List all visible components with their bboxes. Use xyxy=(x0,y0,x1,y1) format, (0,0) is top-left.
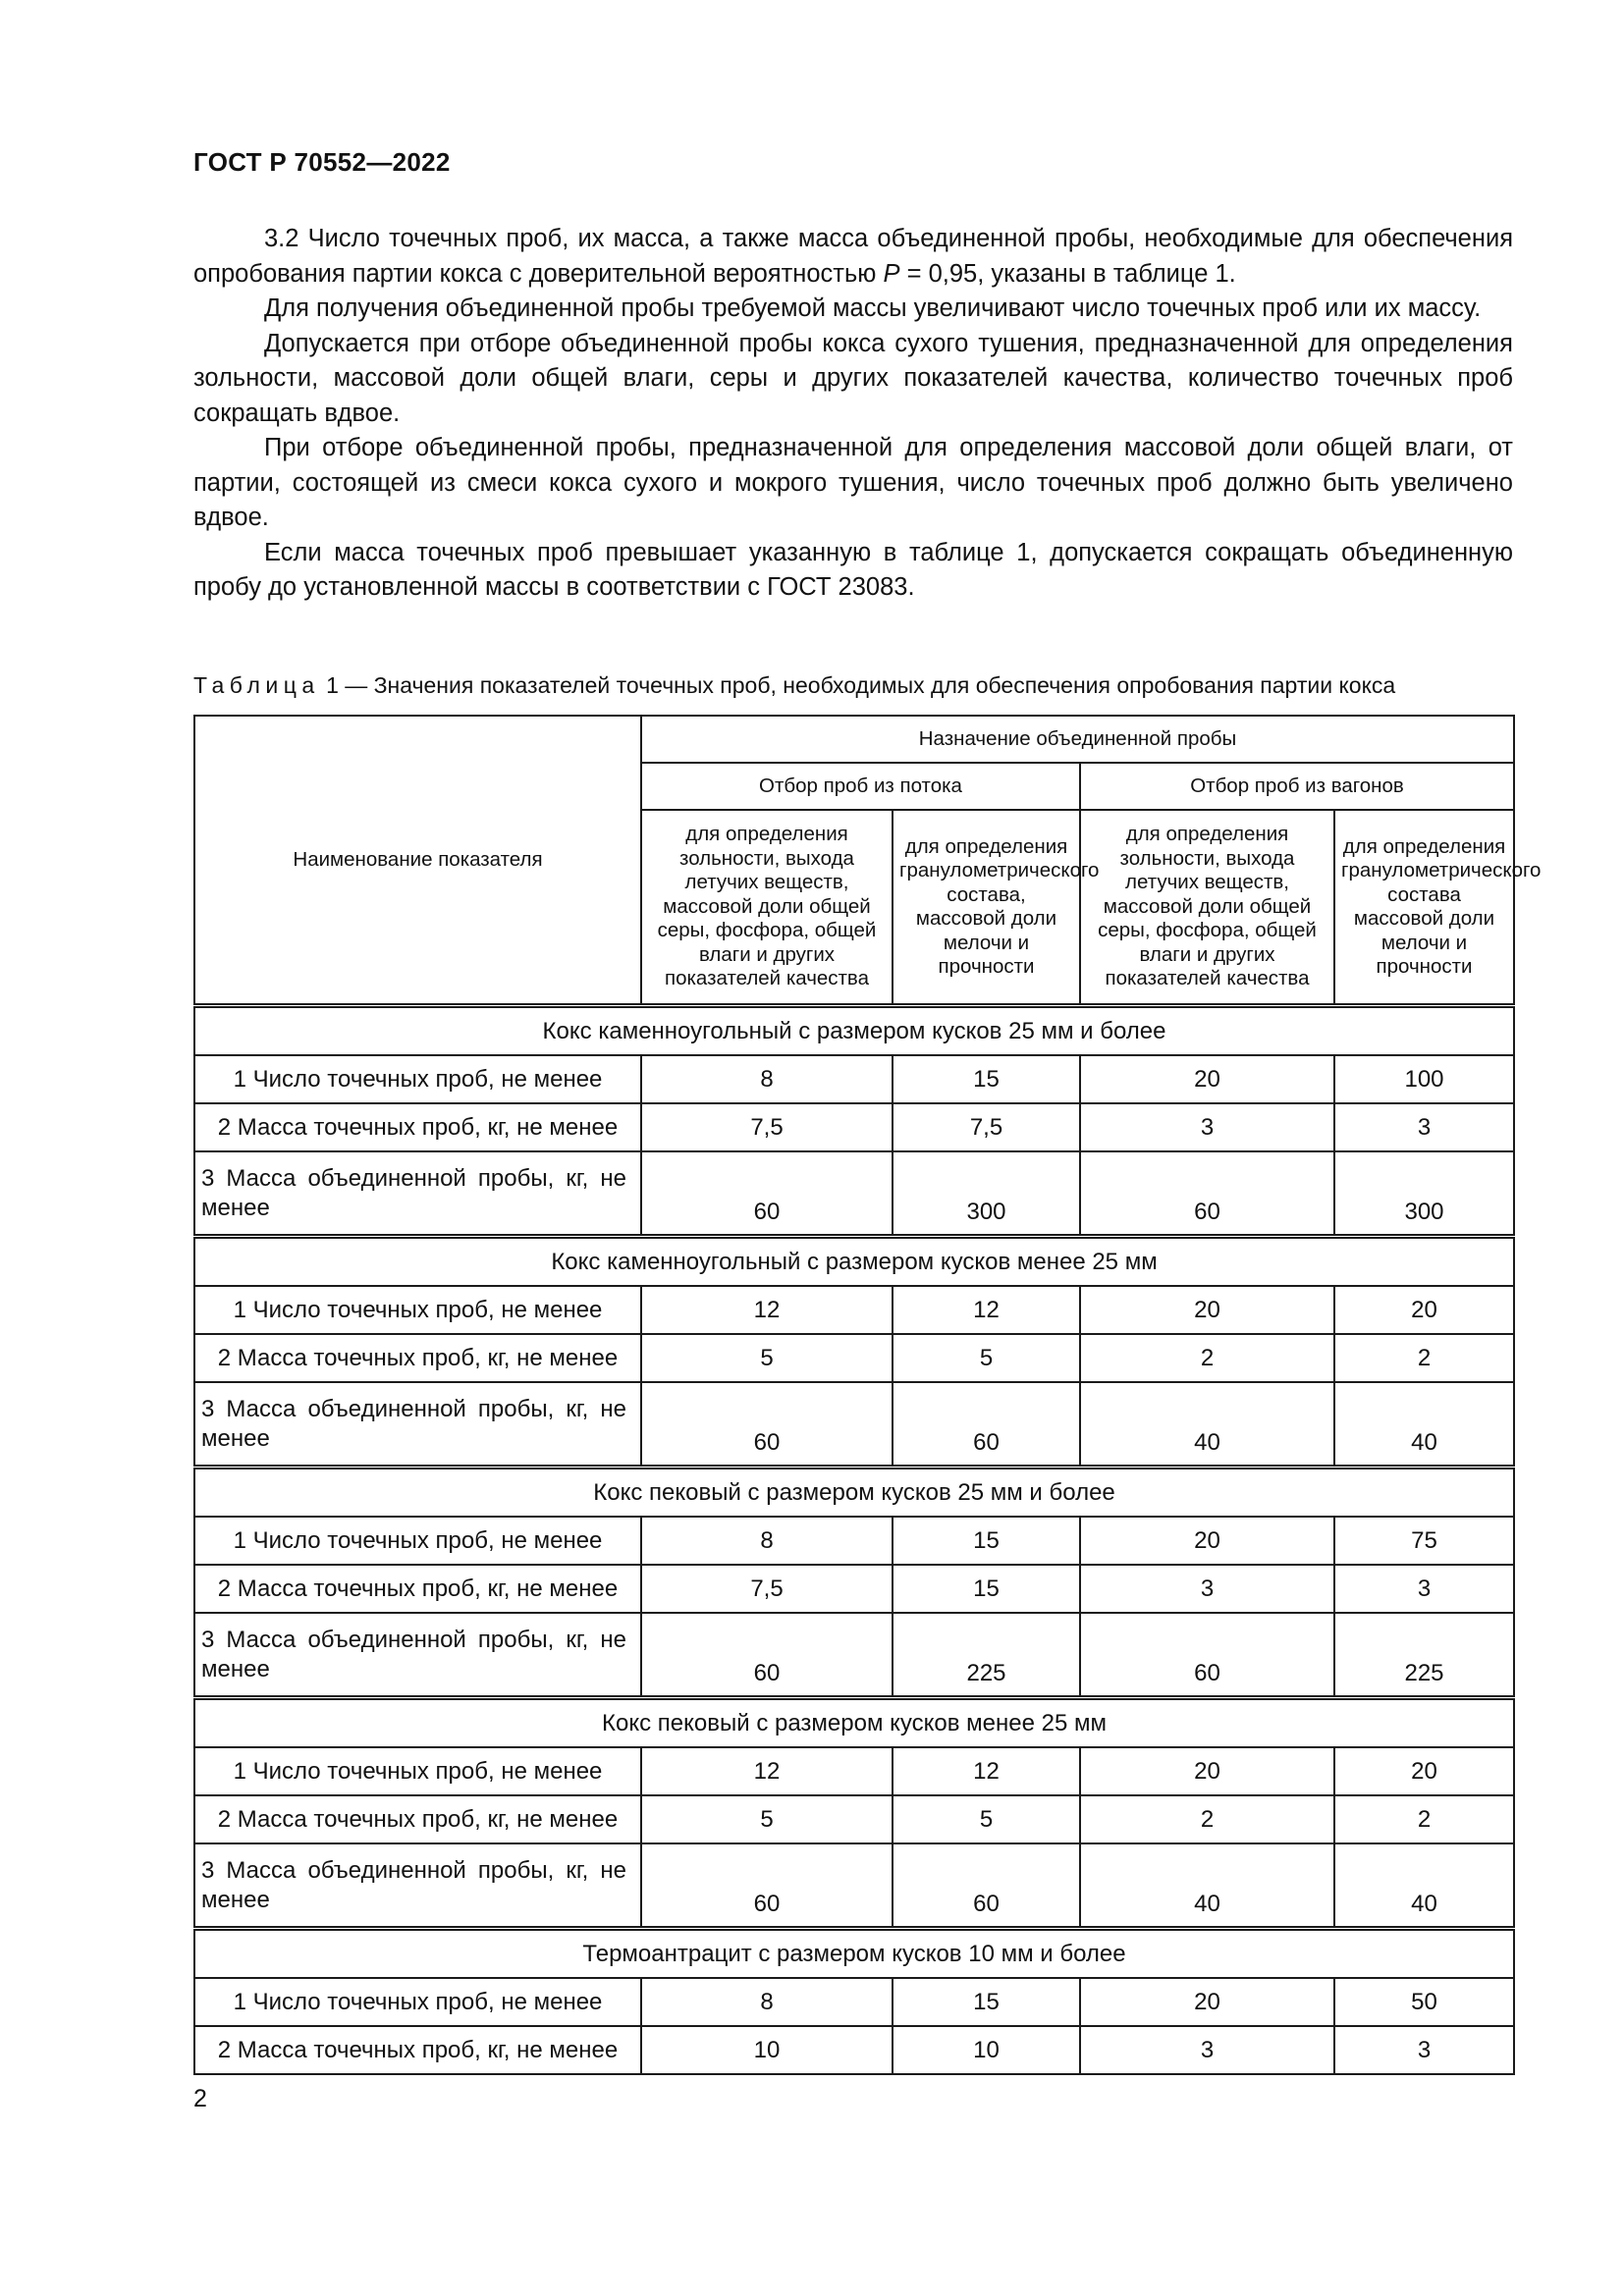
table-row xyxy=(194,1978,1514,2026)
table-cell: 15 xyxy=(893,1517,1080,1565)
table-cell: 10 xyxy=(641,2026,893,2074)
table-cell: 225 xyxy=(893,1613,1080,1698)
table-cell: 20 xyxy=(1080,1286,1334,1334)
paragraph-reduction: Если масса точечных проб превышает указанную в таблице 1, допускается сокращать объединенную пробу до установленной массы в соответствии с ГОСТ 23083. xyxy=(193,538,1513,601)
table-cell: 5 xyxy=(641,1334,893,1382)
row-label: 3 Масса объединенной пробы, кг, не менее xyxy=(194,1613,641,1698)
row-label: 1 Число точечных проб, не менее xyxy=(194,1978,641,2026)
table-cell: 5 xyxy=(641,1795,893,1843)
table-cell: 8 xyxy=(641,1517,893,1565)
table-cell: 300 xyxy=(1334,1151,1514,1237)
table-row xyxy=(194,1843,1514,1929)
document-header: ГОСТ Р 70552—2022 xyxy=(193,147,451,177)
table-cell: 3 xyxy=(1334,1565,1514,1613)
table-header xyxy=(194,716,1542,1006)
table-row xyxy=(194,1103,1514,1151)
table-cell: 15 xyxy=(893,1055,1080,1103)
table-cell: 60 xyxy=(1080,1151,1334,1237)
table-row xyxy=(194,1382,1514,1468)
table-cell: 300 xyxy=(893,1151,1080,1237)
column-header-flow: Отбор проб из потока xyxy=(641,763,1080,810)
table-cell: 60 xyxy=(893,1843,1080,1929)
row-label: 2 Масса точечных проб, кг, не менее xyxy=(194,1103,641,1151)
sub-header-wagons-granulometry: для определения гранулометрического состава массовой доли мелочи и прочности xyxy=(1334,810,1514,1006)
table-cell: 20 xyxy=(1080,1517,1334,1565)
table-cell: 225 xyxy=(1334,1613,1514,1698)
table-caption-text: 1 — Значения показателей точечных проб, необходимых для обеспечения опробования партии кокса xyxy=(319,672,1396,698)
table-body xyxy=(194,1006,1514,2075)
table-cell: 15 xyxy=(893,1978,1080,2026)
paragraph-3-2 xyxy=(193,222,1513,292)
page-number: 2 xyxy=(193,2085,207,2112)
table-cell: 50 xyxy=(1334,1978,1514,2026)
section-row xyxy=(194,1468,1514,1518)
table-row xyxy=(194,1747,1514,1795)
table-cell: 20 xyxy=(1334,1747,1514,1795)
sub-header-flow-ash: для определения зольности, выхода летучих веществ, массовой доли общей серы, фосфора, общей влаги и других показателей качества xyxy=(641,810,893,1006)
sub-header-wagons-ash: для определения зольности, выхода летучих веществ, массовой доли общей серы, фосфора, общей влаги и других показателей качества xyxy=(1080,810,1334,1006)
table-cell: 3 xyxy=(1334,1103,1514,1151)
table-cell: 7,5 xyxy=(641,1565,893,1613)
table-cell: 2 xyxy=(1080,1334,1334,1382)
row-label: 1 Число точечных проб, не менее xyxy=(194,1286,641,1334)
table-cell: 7,5 xyxy=(893,1103,1080,1151)
body-text xyxy=(193,222,1513,606)
table-cell: 60 xyxy=(641,1151,893,1237)
section-row xyxy=(194,1237,1514,1287)
table-cell: 3 xyxy=(1080,1565,1334,1613)
table-cell: 60 xyxy=(641,1613,893,1698)
table-cell: 20 xyxy=(1080,1978,1334,2026)
table-row xyxy=(194,1334,1514,1382)
column-header-wagons: Отбор проб из вагонов xyxy=(1080,763,1514,810)
section-row xyxy=(194,1929,1514,1979)
row-label: 3 Масса объединенной пробы, кг, не менее xyxy=(194,1151,641,1237)
row-label: 1 Число точечных проб, не менее xyxy=(194,1055,641,1103)
table-cell: 5 xyxy=(893,1795,1080,1843)
table-cell: 60 xyxy=(641,1382,893,1468)
table-cell: 15 xyxy=(893,1565,1080,1613)
table-cell: 3 xyxy=(1334,2026,1514,2074)
table-cell: 40 xyxy=(1334,1843,1514,1929)
table-cell: 3 xyxy=(1080,2026,1334,2074)
table-cell: 10 xyxy=(893,2026,1080,2074)
row-label: 2 Масса точечных проб, кг, не менее xyxy=(194,1795,641,1843)
table-cell: 12 xyxy=(641,1747,893,1795)
table-row xyxy=(194,1286,1514,1334)
section-row xyxy=(194,1698,1514,1748)
table-cell: 5 xyxy=(893,1334,1080,1382)
paragraph-dry-quenching: Допускается при отборе объединенной пробы кокса сухого тушения, предназначенной для определения зольности, массовой доли общей влаги, серы и других показателей качества, количество точечных проб сокращать вдвое. xyxy=(193,329,1513,427)
section-row xyxy=(194,1006,1514,1056)
table-cell: 20 xyxy=(1080,1055,1334,1103)
table-cell: 40 xyxy=(1080,1382,1334,1468)
column-header-indicator: Наименование показателя xyxy=(194,716,641,1006)
section-title: Термоантрацит с размером кусков 10 мм и более xyxy=(194,1929,1514,1979)
table-cell: 40 xyxy=(1334,1382,1514,1468)
table-cell: 40 xyxy=(1080,1843,1334,1929)
row-label: 2 Масса точечных проб, кг, не менее xyxy=(194,1334,641,1382)
table-cell: 3 xyxy=(1080,1103,1334,1151)
table-cell: 20 xyxy=(1080,1747,1334,1795)
row-label: 1 Число точечных проб, не менее xyxy=(194,1747,641,1795)
row-label: 2 Масса точечных проб, кг, не менее xyxy=(194,2026,641,2074)
table-cell: 60 xyxy=(1080,1613,1334,1698)
table-caption xyxy=(193,672,1519,699)
section-title: Кокс пековый с размером кусков 25 мм и более xyxy=(194,1468,1514,1518)
paragraph-mixed-coke: При отборе объединенной пробы, предназначенной для определения массовой доли общей влаги, от партии, состоящей из смеси кокса сухого и мокрого тушения, число точечных проб должно быть увеличено вдвое. xyxy=(193,434,1513,531)
section-title: Кокс пековый с размером кусков менее 25 мм xyxy=(194,1698,1514,1748)
sub-header-flow-granulometry: для определения гранулометрического состава, массовой доли мелочи и прочности xyxy=(893,810,1080,1006)
row-label: 3 Масса объединенной пробы, кг, не менее xyxy=(194,1382,641,1468)
table-row xyxy=(194,1151,1514,1237)
table-row xyxy=(194,1517,1514,1565)
table-row xyxy=(194,1795,1514,1843)
table-row xyxy=(194,1565,1514,1613)
paragraph-3-2-tail: = 0,95, указаны в таблице 1. xyxy=(899,259,1236,288)
row-label: 3 Масса объединенной пробы, кг, не менее xyxy=(194,1843,641,1929)
paragraph-3-2-text: 3.2 Число точечных проб, их масса, а также масса объединенной пробы, необходимые для обеспечения опробования партии кокса с доверительной вероятностью xyxy=(193,225,1513,288)
table-cell: 2 xyxy=(1080,1795,1334,1843)
section-title: Кокс каменноугольный с размером кусков 25 мм и более xyxy=(194,1006,1514,1056)
table-cell: 12 xyxy=(641,1286,893,1334)
table-cell: 75 xyxy=(1334,1517,1514,1565)
table-cell: 60 xyxy=(641,1843,893,1929)
section-title: Кокс каменноугольный с размером кусков менее 25 мм xyxy=(194,1237,1514,1287)
table-caption-label: Таблица xyxy=(193,672,320,698)
row-label: 2 Масса точечных проб, кг, не менее xyxy=(194,1565,641,1613)
probability-symbol: P xyxy=(883,259,900,288)
table-cell: 20 xyxy=(1334,1286,1514,1334)
table-row xyxy=(194,1055,1514,1103)
table-cell: 60 xyxy=(893,1382,1080,1468)
table-row xyxy=(194,2026,1514,2074)
row-label: 1 Число точечных проб, не менее xyxy=(194,1517,641,1565)
table-cell: 2 xyxy=(1334,1334,1514,1382)
table-cell: 2 xyxy=(1334,1795,1514,1843)
table-cell: 12 xyxy=(893,1286,1080,1334)
table-cell: 100 xyxy=(1334,1055,1514,1103)
table-row xyxy=(194,1613,1514,1698)
table-cell: 12 xyxy=(893,1747,1080,1795)
table-cell: 8 xyxy=(641,1055,893,1103)
paragraph-mass-increase: Для получения объединенной пробы требуемой массы увеличивают число точечных проб или их массу. xyxy=(264,294,1482,322)
column-header-purpose: Назначение объединенной пробы xyxy=(641,716,1514,763)
table-cell: 8 xyxy=(641,1978,893,2026)
sampling-table xyxy=(193,715,1542,2075)
table-cell: 7,5 xyxy=(641,1103,893,1151)
